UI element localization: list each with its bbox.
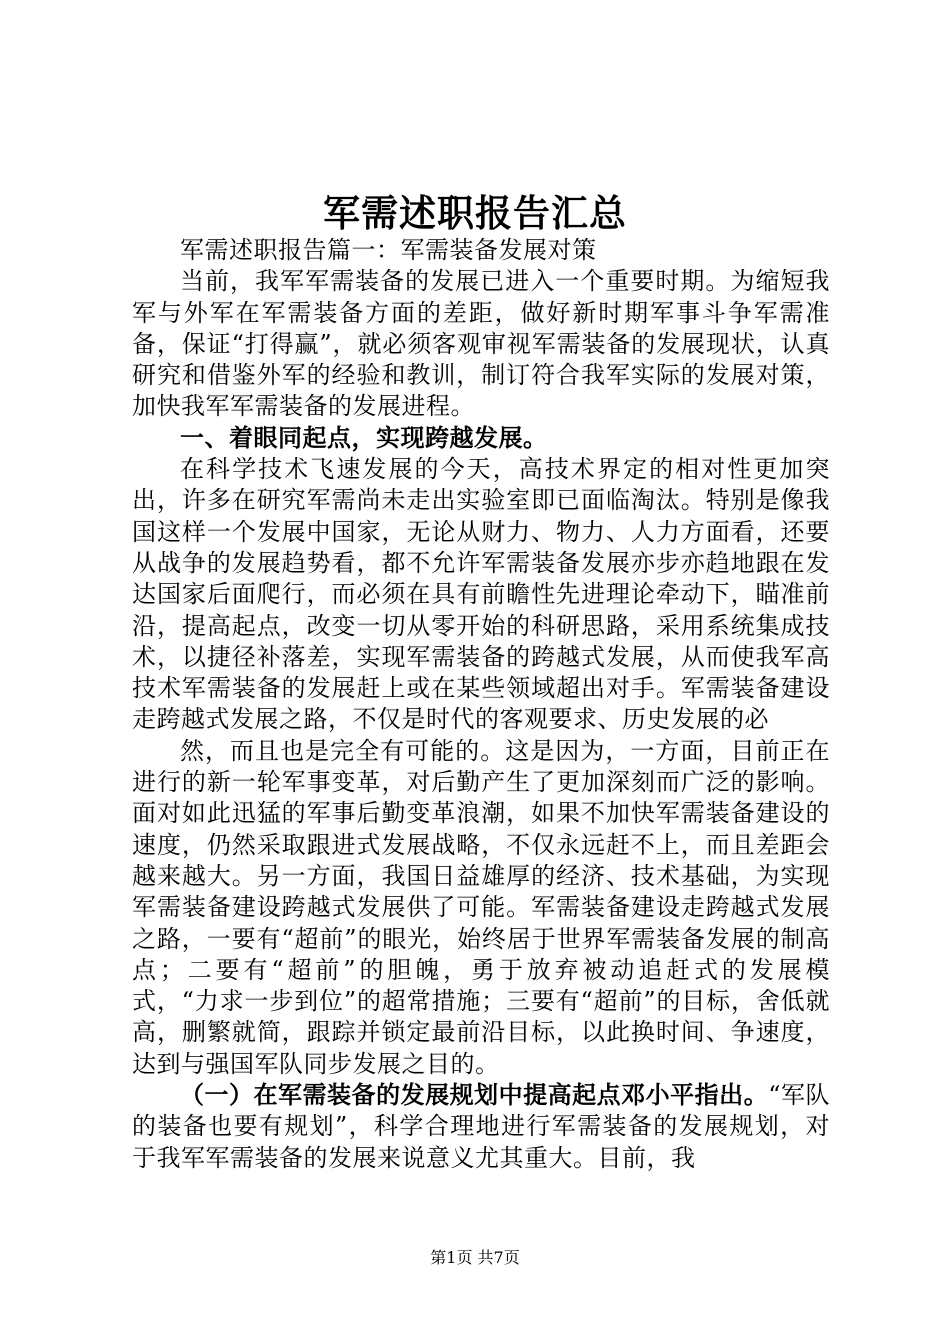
subsection-heading: （一）在军需装备的发展规划中提高起点邓小平指出。 <box>180 1081 769 1110</box>
section-intro-line: 军需述职报告篇一：军需装备发展对策 <box>180 236 597 264</box>
subsection-paragraph <box>132 1080 830 1174</box>
body-paragraph: 在科学技术飞速发展的今天，高技术界定的相对性更加突出，许多在研究军需尚未走出实验室即已面临淘汰。特别是像我国这样一个发展中国家，无论从财力、物力、人力方面看，还要从战争的发展趋势看，都不允许军需装备发展亦步亦趋地跟在发达国家后面爬行，而必须在具有前瞻性先进理论牵动下，瞄准前沿，提高起点，改变一切从零开始的科研思路，采用系统集成技术，以捷径补落差，实现军需装备的跨越式发展，从而使我军高技术军需装备的发展赶上或在某些领域超出对手。军需装备建设走跨越式发展之路，不仅是时代的客观要求、历史发展的必 <box>132 455 830 734</box>
body-paragraph: 当前，我军军需装备的发展已进入一个重要时期。为缩短我军与外军在军需装备方面的差距，做好新时期军事斗争军需准备，保证“打得赢”，就必须客观审视军需装备的发展现状，认真研究和借鉴外军的经验和教训，制订符合我军实际的发展对策，加快我军军需装备的发展进程。 <box>132 267 830 421</box>
subsection-text: “军队的装备也要有规划”，科学合理地进行军需装备的发展规划，对于我军军需装备的发展来说意义尤其重大。目前，我 <box>132 1081 830 1172</box>
document-body <box>132 235 830 1174</box>
document-title: 军需述职报告汇总 <box>323 191 627 235</box>
body-paragraph: 然，而且也是完全有可能的。这是因为，一方面，目前正在进行的新一轮军事变革，对后勤产生了更加深刻而广泛的影响。面对如此迅猛的军事后勤变革浪潮，如果不加快军需装备建设的速度，仍然采取跟进式发展战略，不仅永远赶不上，而且差距会越来越大。另一方面，我国日益雄厚的经济、技术基础，为实现军需装备建设跨越式发展供了可能。军需装备建设走跨越式发展之路，一要有“超前”的眼光，始终居于世界军需装备发展的制高点；二要有“超前”的胆魄，勇于放弃被动追赶式的发展模式，“力求一步到位”的超常措施；三要有“超前”的目标，舍低就高，删繁就简，跟踪并锁定最前沿目标，以此换时间、争速度，达到与强国军队同步发展之目的。 <box>132 736 830 1078</box>
section-heading: 一、着眼同起点，实现跨越发展。 <box>180 423 548 452</box>
page-footer: 第1页 共7页 <box>430 1248 520 1267</box>
